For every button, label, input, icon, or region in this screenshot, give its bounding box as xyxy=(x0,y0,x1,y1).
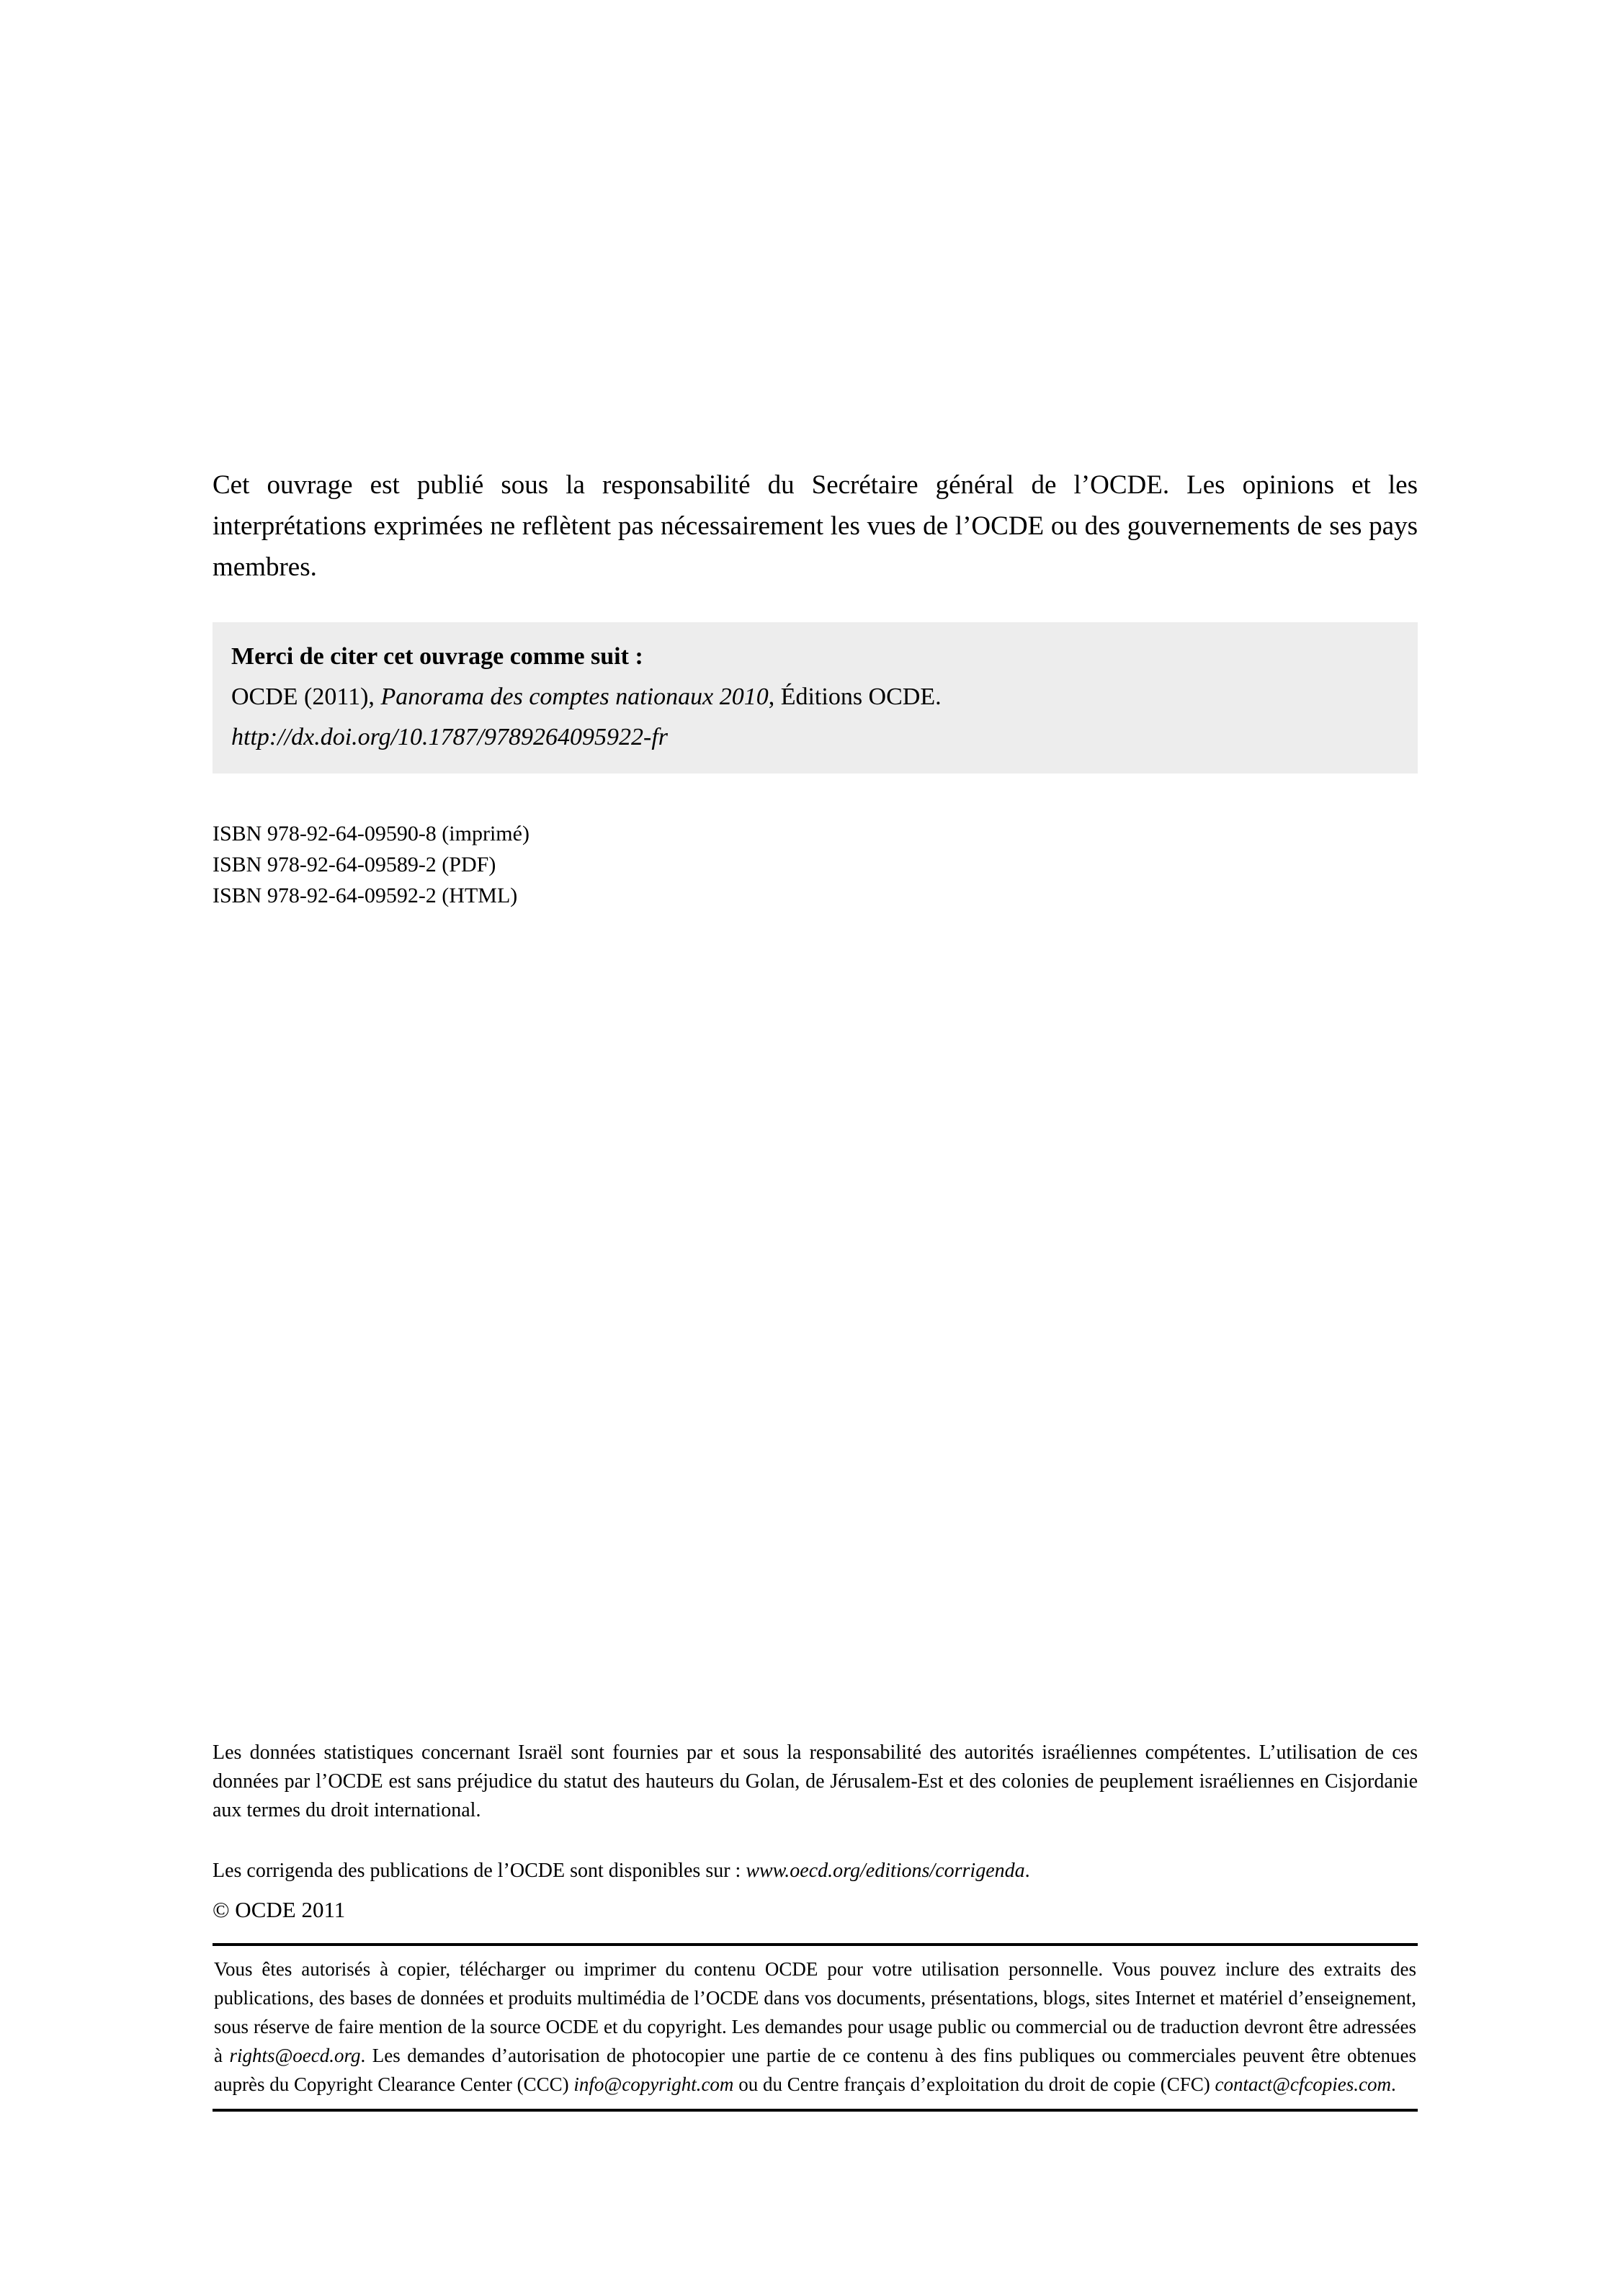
corrigenda-text: Les corrigenda des publications de l’OCDE sont disponibles sur : xyxy=(213,1860,746,1882)
isbn-list xyxy=(213,818,1418,911)
permissions-text-1: Vous êtes autorisés à copier, télécharger ou imprimer du contenu OCDE pour votre utilisation personnelle. Vous pouvez inclure des extraits des publications, des bases de données et produits multimédia de l’OCDE dans vos documents, présentations, blogs, sites Internet et matériel d’enseignement, sous réserve de faire mention de la source OCDE et du copyright. Les demandes pour usage public ou commercial ou de traduction devront être adressées à xyxy=(214,1958,1416,2066)
isbn-line-html: ISBN 978-92-64-09592-2 (HTML) xyxy=(213,884,518,907)
corrigenda-note xyxy=(213,1858,1418,1884)
corrigenda-link[interactable]: www.oecd.org/editions/corrigenda xyxy=(746,1860,1025,1882)
israel-data-disclaimer: Les données statistiques concernant Israël sont fournies par et sous la responsabilité des autorités israéliennes compétentes. L’utilisation de ces données par l’OCDE est sans préjudice du statut des hauteurs du Golan, de Jérusalem-Est et des colonies de peuplement israéliennes en Cisjordanie aux termes du droit international. xyxy=(213,1741,1418,1821)
copyright-notice: © OCDE 2011 xyxy=(213,1897,346,1922)
permissions-text-3: ou du Centre français d’exploitation du droit de copie (CFC) xyxy=(733,2073,1215,2095)
rights-email-link[interactable]: rights@oecd.org xyxy=(229,2045,361,2066)
permissions-text-2: . Les demandes d’autorisation de photocopier une partie de ce contenu à des fins publiques ou commerciales peuvent être obtenues auprès du Copyright Clearance Center (CCC) xyxy=(214,2045,1416,2095)
citation-heading: Merci de citer cet ouvrage comme suit : xyxy=(231,643,643,670)
permissions-note xyxy=(213,1943,1418,2112)
citation-reference-prefix: OCDE (2011), xyxy=(231,683,381,710)
citation-reference-title: Panorama des comptes nationaux 2010 xyxy=(380,683,769,710)
cfc-email-link[interactable]: contact@cfcopies.com xyxy=(1215,2073,1392,2095)
citation-box xyxy=(213,622,1418,773)
doi-link[interactable]: http://dx.doi.org/10.1787/9789264095922-fr xyxy=(231,724,669,750)
isbn-line-print: ISBN 978-92-64-09590-8 (imprimé) xyxy=(213,822,529,846)
permissions-text-4: . xyxy=(1391,2073,1396,2095)
citation-doi-line xyxy=(231,717,1396,758)
corrigenda-suffix: . xyxy=(1024,1860,1030,1882)
disclaimer-paragraph: Cet ouvrage est publié sous la responsabilité du Secrétaire général de l’OCDE. Les opinions et les interprétations exprimées ne reflètent pas nécessairement les vues de l’OCDE ou des gouvernements de ses pays membres. xyxy=(213,470,1418,582)
citation-reference xyxy=(231,677,1396,717)
ccc-email-link[interactable]: info@copyright.com xyxy=(573,2073,734,2095)
isbn-line-pdf: ISBN 978-92-64-09589-2 (PDF) xyxy=(213,853,496,876)
citation-reference-suffix: , Éditions OCDE. xyxy=(768,683,942,710)
